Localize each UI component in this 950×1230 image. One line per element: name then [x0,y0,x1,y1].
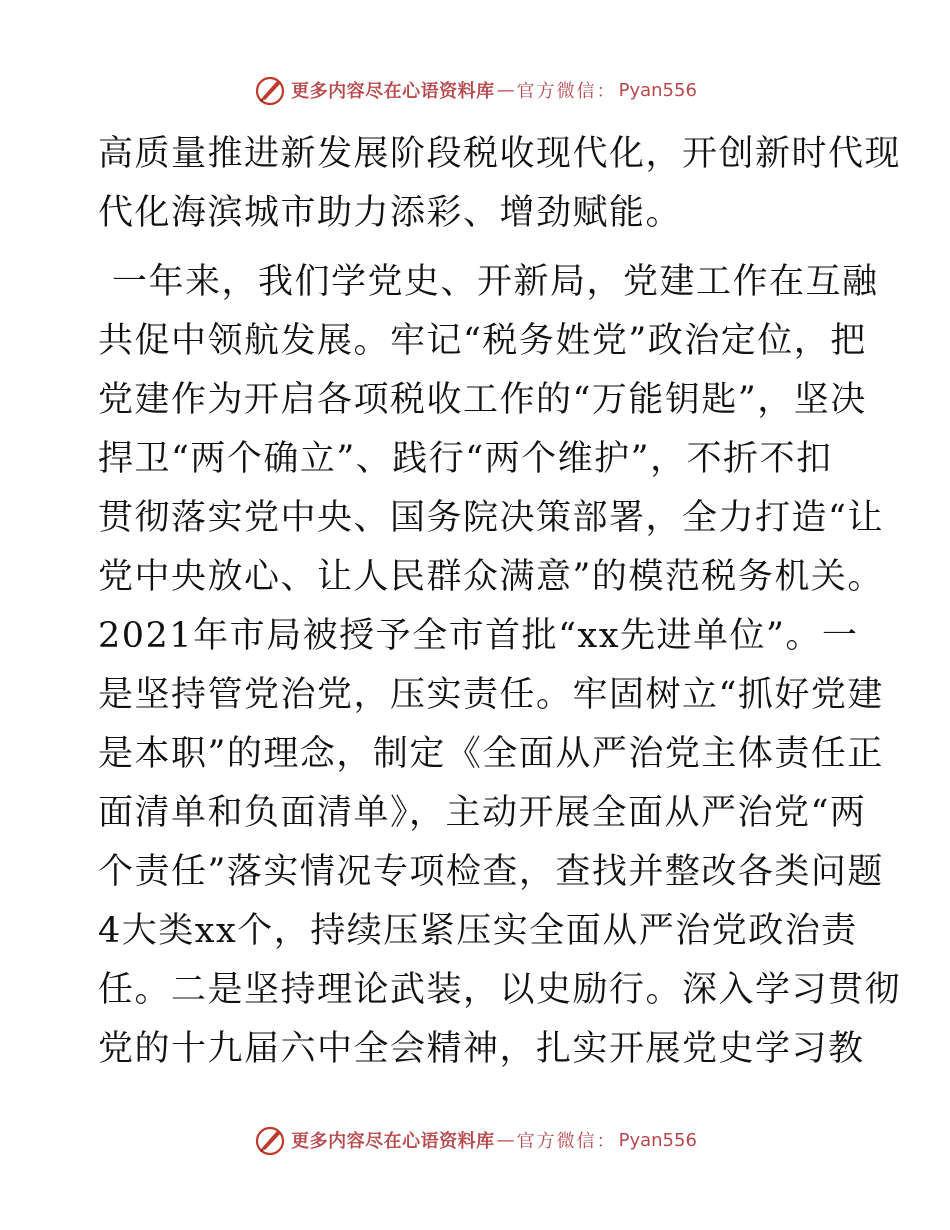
text-line: 党建作为开启各项税收工作的“万能钥匙”，坚决 [98,380,867,420]
text-line: 贯彻落实党中央、国务院决策部署，全力打造“让 [98,498,884,538]
text-line: 代化海滨城市助力添彩、增劲赋能。 [98,193,683,233]
paragraph-2 [98,253,902,1079]
text-line: 高质量推进新发展阶段税收现代化，开创新时代现 [98,134,902,174]
text-line: 是本职”的理念，制定《全面从严治党主体责任正 [98,734,884,774]
watermark-footer [0,1122,950,1158]
watermark-title: 更多内容尽在心语资料库 [291,1131,495,1152]
text-line: 是坚持管党治党，压实责任。牢固树立“抓好党建 [98,675,884,715]
watermark-wechat-id: Pyan556 [618,1129,697,1151]
watermark-official-label: 官方微信： [516,1131,617,1152]
watermark-dash: — [496,79,515,101]
text-line: 2021年市局被授予全市首批“xx先进单位”。一 [98,616,859,656]
quill-pen-icon [253,73,287,107]
text-line: 任。二是坚持理论武装，以史励行。深入学习贯彻 [98,970,902,1010]
watermark-header [0,72,950,108]
quill-pen-icon [253,1123,287,1157]
watermark-wechat-id: Pyan556 [618,79,697,101]
paragraph-1 [98,125,902,243]
text-line: 党的十九届六中全会精神，扎实开展党史学习教 [98,1029,865,1069]
watermark-official-label: 官方微信： [516,81,617,102]
document-body [98,125,902,1079]
text-line: 捍卫“两个确立”、践行“两个维护”，不折不扣 [98,439,833,479]
text-line: 共促中领航发展。牢记“税务姓党”政治定位，把 [98,321,867,361]
watermark-dash: — [496,1129,515,1151]
text-line: 党中央放心、让人民群众满意”的模范税务机关。 [98,557,884,597]
text-line: 个责任”落实情况专项检查，查找并整改各类问题 [98,852,884,892]
text-line: 4大类xx个，持续压紧压实全面从严治党政治责 [98,911,858,951]
text-line: 一年来，我们学党史、开新局，党建工作在互融 [112,262,879,302]
text-line: 面清单和负面清单》，主动开展全面从严治党“两 [98,793,867,833]
watermark-title: 更多内容尽在心语资料库 [291,81,495,102]
